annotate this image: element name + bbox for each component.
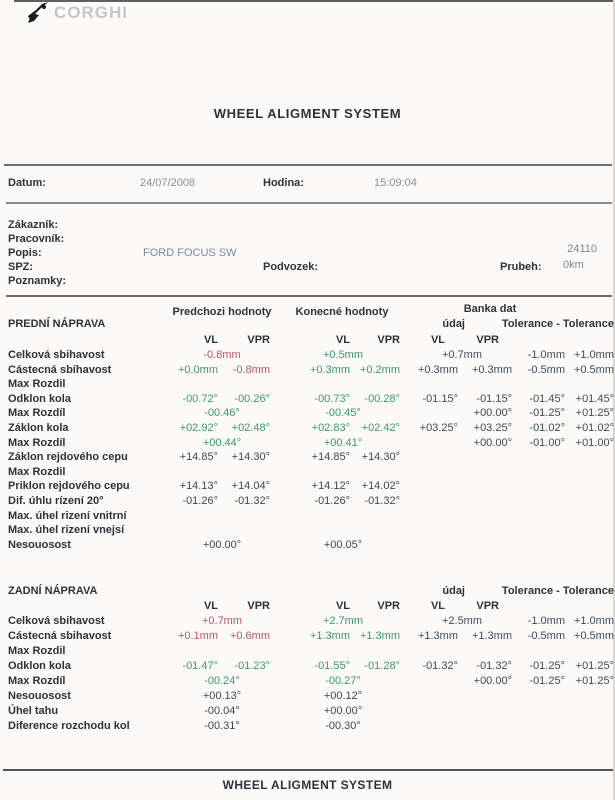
value-cell: +1.3mm bbox=[417, 630, 458, 642]
value-cell: -01.15° bbox=[476, 392, 512, 405]
front-table-row bbox=[0, 510, 615, 524]
col-konecne: Konecné hodnoty bbox=[295, 306, 389, 318]
value-cell: +0.5mm bbox=[573, 630, 614, 642]
rear-table-row bbox=[0, 615, 615, 629]
value-cell: -00.28° bbox=[364, 392, 400, 405]
front-table-row bbox=[0, 364, 615, 378]
value-cell: +01.45° bbox=[575, 392, 614, 405]
value-cell: -01.32° bbox=[422, 660, 458, 672]
value-cell: +0.7mm bbox=[201, 615, 243, 627]
value-cell: +1.0mm bbox=[573, 349, 614, 361]
divider bbox=[4, 164, 612, 166]
value-cell: -01.32° bbox=[364, 495, 400, 507]
value-cell: +00.44° bbox=[202, 436, 242, 449]
footer-title: WHEEL ALIGMENT SYSTEM bbox=[222, 778, 393, 792]
datum-value: 24/07/2008 bbox=[140, 177, 196, 189]
zakaznik-label: Zákazník: bbox=[8, 219, 59, 231]
divider bbox=[6, 295, 612, 297]
value-cell: +01.00° bbox=[575, 436, 614, 449]
value-cell: +0.3mm bbox=[471, 363, 512, 376]
value-cell: -00.04° bbox=[204, 705, 240, 717]
value-cell: -00.27° bbox=[325, 675, 361, 687]
value-cell: -01.32° bbox=[476, 660, 512, 672]
value-cell: +00.00° bbox=[473, 675, 512, 687]
prubeh-label: Prubeh: bbox=[500, 261, 542, 273]
col-vpr: VPR bbox=[377, 334, 400, 346]
row-label: Max. úhel rizení vnejsí bbox=[8, 524, 125, 537]
value-cell: +01.25° bbox=[575, 407, 614, 420]
rear-table-row bbox=[0, 720, 615, 734]
value-cell: +1.3mm bbox=[309, 630, 350, 642]
col-vl: VL bbox=[430, 600, 445, 612]
value-cell: -01.25° bbox=[529, 407, 565, 420]
col-vpr: VPR bbox=[247, 600, 270, 612]
value-cell: -01.25° bbox=[529, 675, 565, 687]
value-cell: +00.41° bbox=[323, 436, 363, 449]
value-cell: +14.85° bbox=[179, 451, 218, 464]
rear-table-row bbox=[0, 645, 615, 659]
podvozek-label: Podvozek: bbox=[263, 261, 319, 273]
value-cell: -00.45° bbox=[325, 407, 361, 420]
col-vl: VL bbox=[203, 334, 218, 346]
value-cell: +00.13° bbox=[202, 690, 242, 702]
value-cell: +01.25° bbox=[575, 660, 614, 672]
row-label: Max Rozdil bbox=[8, 378, 66, 391]
value-cell: +0.2mm bbox=[359, 363, 400, 376]
value-cell: -01.45° bbox=[529, 392, 565, 405]
rear-axle-title: ZADNÍ NÁPRAVA bbox=[8, 585, 98, 597]
value-cell: -00.24° bbox=[204, 675, 240, 687]
value-cell: +14.30° bbox=[231, 451, 270, 464]
value-cell: +14.04° bbox=[231, 480, 270, 493]
value-cell: +0.6mm bbox=[229, 630, 270, 642]
col-vl: VL bbox=[335, 334, 350, 346]
value-cell: +02.83° bbox=[311, 422, 350, 434]
prubeh-value: 24110 bbox=[567, 243, 597, 255]
front-table-row bbox=[0, 407, 615, 421]
value-cell: +14.12° bbox=[311, 480, 350, 493]
prubeh-km: 0km bbox=[563, 259, 584, 271]
value-cell: -1.0mm bbox=[527, 349, 565, 361]
col-vpr: VPR bbox=[247, 334, 270, 346]
row-label: Celková sbihavost bbox=[8, 349, 105, 361]
value-cell: -01.26° bbox=[182, 495, 218, 507]
row-label: Diference rozchodu kol bbox=[8, 720, 130, 732]
value-cell: +0.5mm bbox=[573, 363, 614, 376]
hodina-label: Hodina: bbox=[263, 177, 304, 189]
value-cell: +01.02° bbox=[575, 422, 614, 434]
value-cell: -01.32° bbox=[234, 495, 270, 507]
value-cell: -00.72° bbox=[182, 392, 218, 405]
page-title: WHEEL ALIGMENT SYSTEM bbox=[213, 106, 402, 121]
divider bbox=[6, 202, 612, 204]
front-axle-title: PREDNÍ NÁPRAVA bbox=[8, 318, 106, 330]
rear-table-row bbox=[0, 705, 615, 719]
front-table-row bbox=[0, 422, 615, 436]
value-cell: -01.28° bbox=[364, 660, 400, 672]
row-label: Dif. úhlu rízení 20° bbox=[8, 495, 104, 507]
value-cell: +2.5mm bbox=[441, 615, 483, 627]
col-vpr: VPR bbox=[476, 600, 499, 612]
front-table-row bbox=[0, 524, 615, 538]
value-cell: -00.26° bbox=[234, 392, 270, 405]
value-cell: -0.8mm bbox=[232, 363, 270, 376]
value-cell: +00.12° bbox=[323, 690, 363, 702]
value-cell: +2.7mm bbox=[322, 615, 364, 627]
value-cell: +00.00° bbox=[473, 407, 512, 420]
value-cell: -00.73° bbox=[314, 392, 350, 405]
leaping-figure-icon bbox=[26, 2, 50, 24]
col-vl: VL bbox=[203, 600, 218, 612]
pracovnik-label: Pracovník: bbox=[8, 233, 65, 245]
row-label: Max Rozdíl bbox=[8, 675, 66, 687]
value-cell: -00.46° bbox=[204, 407, 240, 420]
datum-label: Datum: bbox=[8, 177, 46, 189]
poznamky-label: Poznamky: bbox=[8, 275, 67, 287]
col-tolerance: Tolerance - Tolerance bbox=[501, 318, 614, 330]
value-cell: +14.85° bbox=[311, 451, 350, 464]
value-cell: +02.42° bbox=[361, 422, 400, 434]
value-cell: -01.55° bbox=[314, 660, 350, 672]
front-table-row bbox=[0, 539, 615, 553]
value-cell: -01.47° bbox=[182, 660, 218, 672]
row-label: Odklon kola bbox=[8, 392, 71, 405]
value-cell: +1.3mm bbox=[471, 630, 512, 642]
value-cell: +14.30° bbox=[361, 451, 400, 464]
value-cell: -01.23° bbox=[234, 660, 270, 672]
rear-table-row bbox=[0, 660, 615, 674]
col-vl: VL bbox=[335, 600, 350, 612]
col-vl: VL bbox=[430, 334, 445, 346]
row-label: Záklon kola bbox=[8, 422, 69, 434]
row-label: Nesouosost bbox=[8, 538, 71, 551]
rear-table-row bbox=[0, 675, 615, 689]
value-cell: -0.8mm bbox=[203, 349, 241, 361]
row-label: Max Rozdil bbox=[8, 645, 66, 657]
value-cell: -01.26° bbox=[314, 495, 350, 507]
value-cell: -00.31° bbox=[204, 720, 240, 732]
value-cell: +00.05° bbox=[323, 538, 363, 551]
spz-label: SPZ: bbox=[8, 261, 34, 273]
row-label: Cástecná sbihavost bbox=[8, 630, 112, 642]
front-table-row bbox=[0, 349, 615, 363]
col-vpr: VPR bbox=[377, 600, 400, 612]
rear-table-row bbox=[0, 690, 615, 704]
divider bbox=[3, 769, 613, 771]
col-banka-dat: Banka dat bbox=[463, 303, 517, 315]
value-cell: -0.5mm bbox=[527, 363, 565, 376]
value-cell: +03.25° bbox=[473, 422, 512, 434]
row-label: Cástecná sbíhavost bbox=[8, 363, 112, 376]
col-vpr: VPR bbox=[476, 334, 499, 346]
value-cell: +01.25° bbox=[575, 675, 614, 687]
row-label: Max Rozdil bbox=[8, 465, 66, 478]
value-cell: -01.00° bbox=[529, 436, 565, 449]
value-cell: -01.15° bbox=[422, 392, 458, 405]
front-table-row bbox=[0, 495, 615, 509]
hodina-value: 15:09:04 bbox=[374, 177, 417, 189]
front-table-row bbox=[0, 378, 615, 392]
brand-text: CORGHI bbox=[54, 3, 128, 22]
front-table-row bbox=[0, 466, 615, 480]
value-cell: +0.3mm bbox=[309, 363, 350, 376]
row-label: Nesouosost bbox=[8, 690, 71, 702]
value-cell: +14.13° bbox=[179, 480, 218, 493]
value-cell: -01.02° bbox=[529, 422, 565, 434]
front-table-row bbox=[0, 437, 615, 451]
value-cell: +00.00° bbox=[473, 436, 512, 449]
value-cell: +0.0mm bbox=[177, 363, 218, 376]
value-cell: +03.25° bbox=[419, 422, 458, 434]
value-cell: +02.48° bbox=[231, 422, 270, 434]
value-cell: +0.7mm bbox=[441, 349, 483, 361]
row-label: Odklon kola bbox=[8, 660, 71, 672]
row-label: Max Rozdíl bbox=[8, 436, 66, 449]
value-cell: +00.00° bbox=[323, 705, 363, 717]
value-cell: +1.0mm bbox=[573, 615, 614, 627]
value-cell: -0.5mm bbox=[527, 630, 565, 642]
row-label: Celková sbihavost bbox=[8, 615, 105, 627]
value-cell: -00.30° bbox=[325, 720, 361, 732]
corghi-logo bbox=[26, 2, 128, 24]
row-label: Priklon rejdového cepu bbox=[8, 480, 130, 493]
row-label: Záklon rejdového cepu bbox=[8, 451, 128, 464]
row-label: Úhel tahu bbox=[8, 705, 59, 717]
value-cell: +0.3mm bbox=[417, 363, 458, 376]
col-predchozi: Predchozi hodnoty bbox=[172, 306, 272, 318]
front-table-row bbox=[0, 480, 615, 494]
rear-table-row bbox=[0, 630, 615, 644]
front-table-row bbox=[0, 393, 615, 407]
col-udaj: údaj bbox=[442, 318, 465, 330]
col-tolerance: Tolerance - Tolerance bbox=[501, 585, 614, 597]
value-cell: +1.3mm bbox=[359, 630, 400, 642]
value-cell: +14.02° bbox=[361, 480, 400, 493]
value-cell: +00.00° bbox=[202, 538, 242, 551]
value-cell: +0.1mm bbox=[177, 630, 218, 642]
popis-value: FORD FOCUS SW bbox=[143, 247, 237, 259]
row-label: Max. úhel rizení vnitrní bbox=[8, 509, 127, 522]
value-cell: +02.92° bbox=[179, 422, 218, 434]
value-cell: +0.5mm bbox=[322, 349, 364, 361]
popis-label: Popis: bbox=[8, 247, 42, 259]
value-cell: -01.25° bbox=[529, 660, 565, 672]
front-table-row bbox=[0, 451, 615, 465]
col-udaj: údaj bbox=[442, 585, 465, 597]
row-label: Max Rozdíl bbox=[8, 407, 66, 420]
value-cell: -1.0mm bbox=[527, 615, 565, 627]
